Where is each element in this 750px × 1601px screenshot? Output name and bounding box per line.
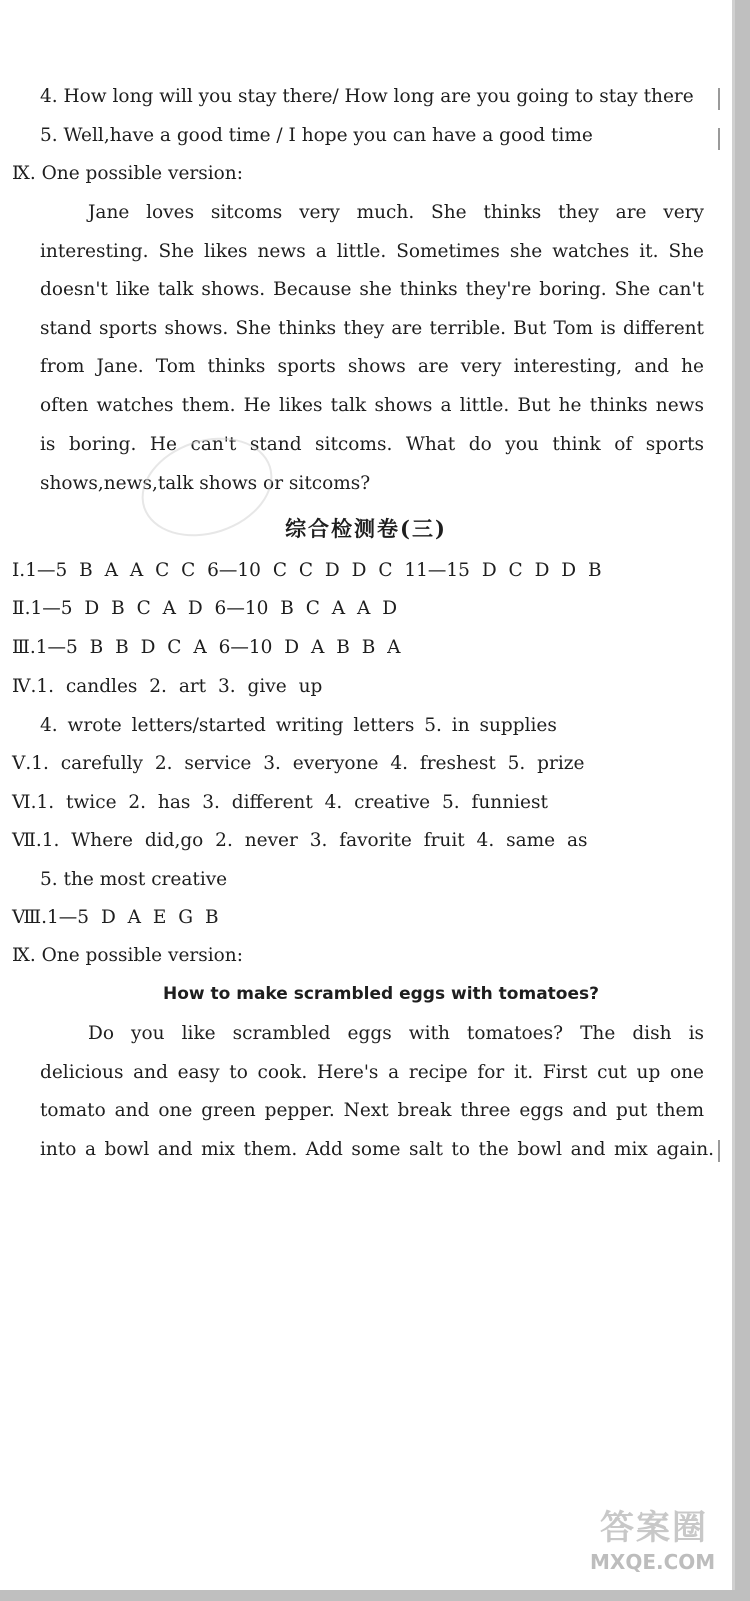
answer-line: 5. Well,have a good time / I hope you can have a good time xyxy=(40,125,593,146)
essay2-line: tomato and one green pepper. Next break three eggs and put them xyxy=(40,1100,704,1121)
answer-row: 4. wrote letters/started writing letters 5. in supplies xyxy=(40,715,557,736)
essay1-line: from Jane. Tom thinks sports shows are very interesting, and he xyxy=(40,356,704,377)
answer-row: 5. the most creative xyxy=(40,869,228,890)
watermark-logo-text: 答案圈 xyxy=(600,1508,708,1548)
essay2-line: Do you like scrambled eggs with tomatoes? The dish is xyxy=(88,1023,704,1044)
answer-row: Ⅶ.1. Where did,go 2. never 3. favorite fruit 4. same as xyxy=(12,830,588,851)
watermark-site-text: MXQE.COM xyxy=(590,1550,716,1574)
answer-row: Ⅷ.1—5 D A E G B xyxy=(12,907,219,928)
essay2-line: delicious and easy to cook. Here's a recipe for it. First cut up one xyxy=(40,1062,704,1083)
section-heading-ix: Ⅸ. One possible version: xyxy=(12,163,243,184)
answer-row: Ⅱ.1—5 D B C A D 6—10 B C A A D xyxy=(12,598,398,619)
answer-row: Ⅵ.1. twice 2. has 3. different 4. creative 5. funniest xyxy=(12,792,548,813)
answer-row: Ⅸ. One possible version: xyxy=(12,945,243,966)
answer-row: Ⅴ.1. carefully 2. service 3. everyone 4. freshest 5. prize xyxy=(12,753,585,774)
margin-mark xyxy=(718,1140,720,1162)
margin-mark xyxy=(718,128,720,150)
answer-row: Ⅲ.1—5 B B D C A 6—10 D A B B A xyxy=(12,637,401,658)
essay1-line: Jane loves sitcoms very much. She thinks they are very xyxy=(88,202,704,223)
watermark-logo xyxy=(590,1500,735,1590)
answer-line: 4. How long will you stay there/ How long are you going to stay there xyxy=(40,86,694,107)
section-title: 综合检测卷(三) xyxy=(285,516,447,541)
essay1-line: interesting. She likes news a little. Sometimes she watches it. She xyxy=(40,241,704,262)
essay1-line: shows,news,talk shows or sitcoms? xyxy=(40,473,371,494)
essay2-title: How to make scrambled eggs with tomatoes? xyxy=(162,984,599,1004)
answer-row: Ⅰ.1—5 B A A C C 6—10 C C D D C 11—15 D C D D B xyxy=(12,560,602,581)
essay1-line: doesn't like talk shows. Because she thinks they're boring. She can't xyxy=(40,279,704,300)
essay1-line: often watches them. He likes talk shows a little. But he thinks news xyxy=(40,395,704,416)
essay2-line: into a bowl and mix them. Add some salt to the bowl and mix again. xyxy=(40,1139,714,1160)
essay1-line: stand sports shows. She thinks they are terrible. But Tom is different xyxy=(40,318,704,339)
answer-row: Ⅳ.1. candles 2. art 3. give up xyxy=(12,676,323,697)
margin-mark xyxy=(718,88,720,110)
essay1-line: is boring. He can't stand sitcoms. What do you think of sports xyxy=(40,434,704,455)
